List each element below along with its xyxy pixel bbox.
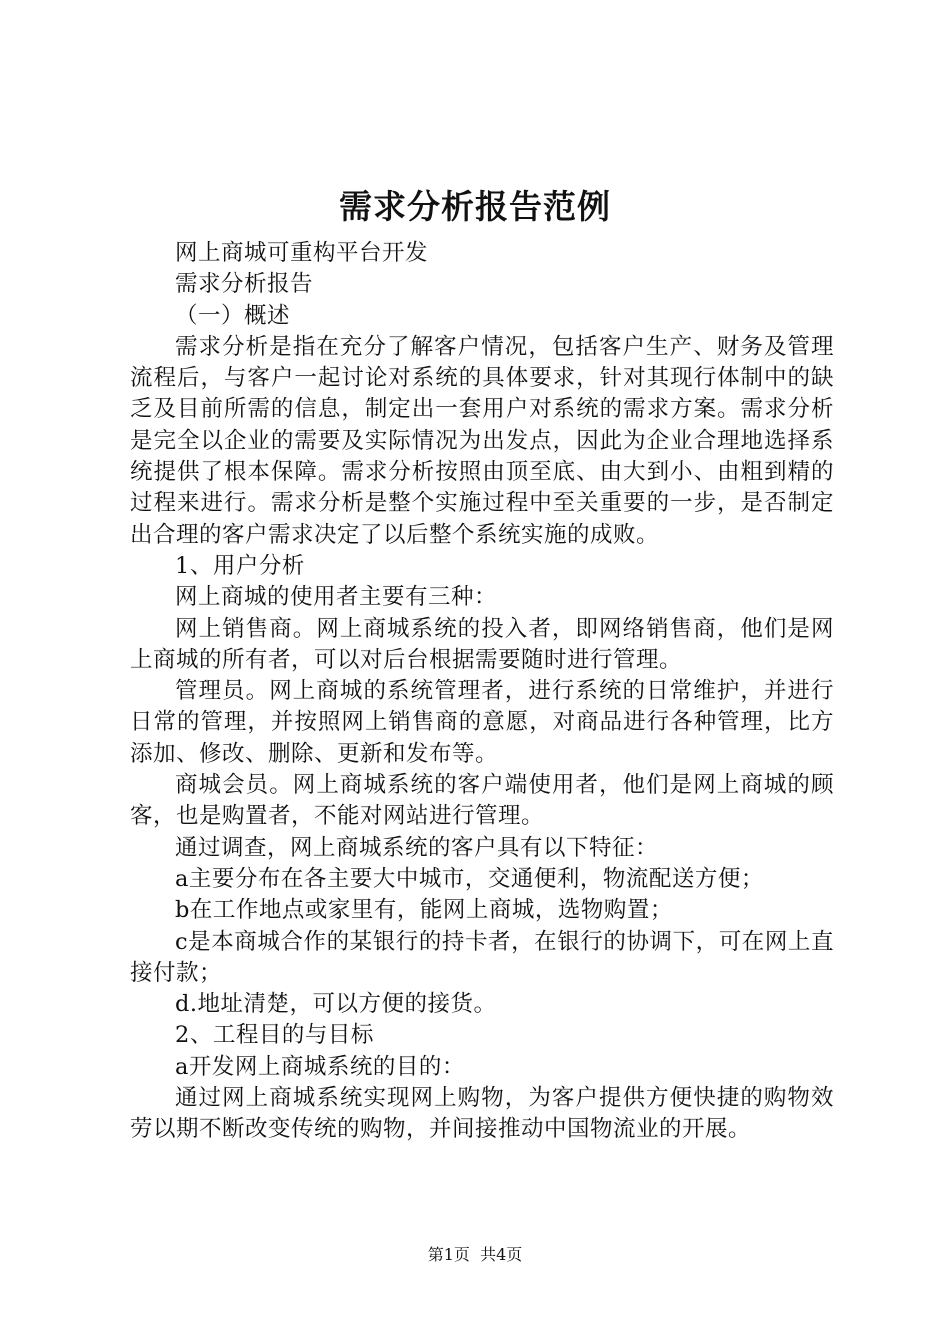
section-heading-user-analysis: 1、用户分析 <box>175 552 305 579</box>
total-pages: 共4页 <box>480 1245 523 1264</box>
paragraph-report-name: 需求分析报告 <box>175 271 314 298</box>
paragraph-survey: 通过调查，网上商城系统的客户具有以下特征： <box>175 834 659 861</box>
list-item-b: b在工作地点或家里有，能网上商城，选物购置； <box>175 897 673 924</box>
list-item-a: a主要分布在各主要大中城市，交通便利，物流配送方便； <box>175 865 764 892</box>
paragraph-purpose: 通过网上商城系统实现网上购物，为客户提供方便快捷的购物效劳以期不断改变传统的购物，并间接推动中国物流业的开展。 <box>130 1085 834 1143</box>
paragraph-subtitle: 网上商城可重构平台开发 <box>175 240 429 266</box>
page-number: 第1页 <box>427 1245 470 1264</box>
paragraph-administrator: 管理员。网上商城的系统管理者，进行系统的日常维护，并进行日常的管理，并按照网上销售商的意愿，对商品进行各种管理，比方添加、修改、删除、更新和发布等。 <box>130 678 834 767</box>
list-item-d: d.地址清楚，可以方便的接货。 <box>175 991 497 1018</box>
section-heading-project-goals: 2、工程目的与目标 <box>175 1022 374 1049</box>
list-item-c: c是本商城合作的某银行的持卡者，在银行的协调下，可在网上直接付款； <box>130 928 834 986</box>
paragraph-overview: 需求分析是指在充分了解客户情况，包括客户生产、财务及管理流程后，与客户一起讨论对系统的具体要求，针对其现行体制中的缺乏及目前所需的信息，制定出一套用户对系统的需求方案。需求分析是完全以企业的需要及实际情况为出发点，因此为企业合理地选择系统提供了根本保障。需求分析按照由顶至底、由大到小、由粗到精的过程来进行。需求分析是整个实施过程中至关重要的一步，是否制定出合理的客户需求决定了以后整个系统实施的成败。 <box>130 333 834 548</box>
section-heading-overview: （一）概述 <box>175 302 291 329</box>
footer-spacer <box>470 1245 480 1264</box>
document-body <box>130 238 834 1146</box>
page-footer <box>0 1244 950 1266</box>
document-title: 需求分析报告范例 <box>339 187 611 226</box>
paragraph-mall-member: 商城会员。网上商城系统的客户端使用者，他们是网上商城的顾客，也是购置者，不能对网站进行管理。 <box>130 772 834 830</box>
paragraph-online-seller: 网上销售商。网上商城系统的投入者，即网络销售商，他们是网上商城的所有者，可以对后台根据需要随时进行管理。 <box>130 615 834 673</box>
paragraph-purpose-heading: a开发网上商城系统的目的： <box>175 1053 465 1080</box>
paragraph-user-types: 网上商城的使用者主要有三种： <box>175 584 498 611</box>
